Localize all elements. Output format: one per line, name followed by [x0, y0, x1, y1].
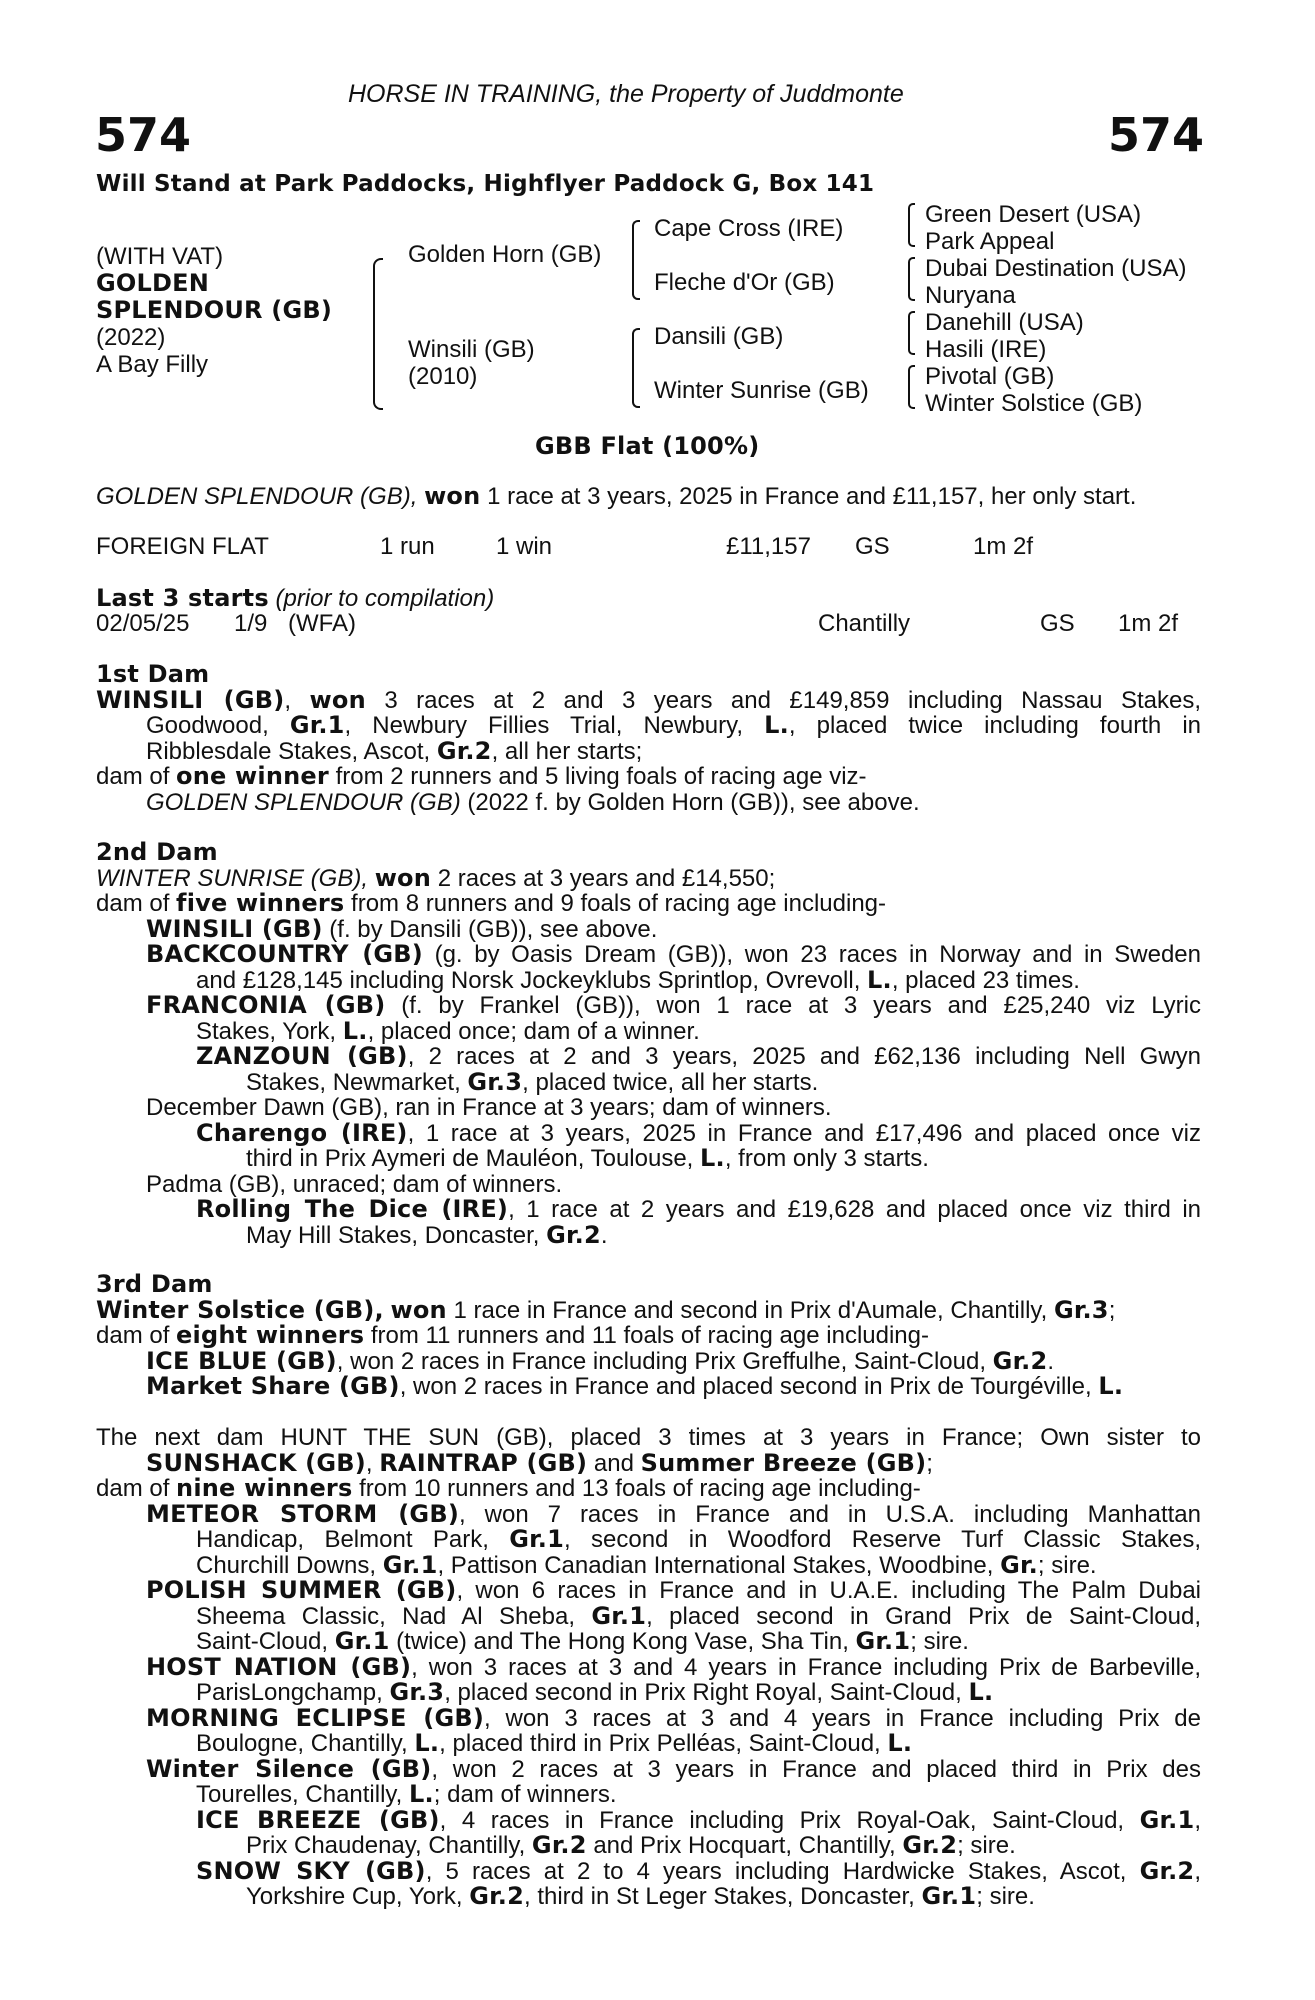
pedigree-dam: Winsili (GB) [408, 336, 535, 363]
pedigree-dds: Pivotal (GB) [925, 363, 1055, 390]
pedigree-dam-year: (2010) [408, 363, 478, 390]
lot-number-left: 574 [95, 108, 192, 162]
third-dam-section [96, 1272, 1201, 1400]
next-dam-line: HOST NATION (GB), won 3 races at 3 and 4 years in France including Prix de Barbeville, [146, 1652, 1202, 1681]
brace-g3 [908, 311, 915, 355]
horse-year: (2022) [96, 324, 166, 351]
horse-description: A Bay Filly [96, 351, 209, 378]
pedigree-dam-sire: Dansili (GB) [654, 323, 784, 350]
record-distance: 1m 2f [973, 533, 1034, 560]
pedigree-sds: Dubai Destination (USA) [925, 255, 1187, 282]
second-dam-line: Stakes, Newmarket, Gr.3, placed twice, all her starts. [246, 1067, 819, 1096]
next-dam-line: Churchill Downs, Gr.1, Pattison Canadian International Stakes, Woodbine, Gr.; sire. [196, 1550, 1097, 1579]
third-dam-line: Market Share (GB), won 2 races in France and placed second in Prix de Tourgéville, L. [146, 1372, 1124, 1400]
next-dam-line: Sheema Classic, Nad Al Sheba, Gr.1, placed second in Grand Prix de Saint-Cloud, [196, 1601, 1202, 1630]
brace-dam-parents [632, 328, 640, 408]
pedigree-dsd: Hasili (IRE) [925, 336, 1047, 363]
horse-info [96, 243, 332, 378]
second-dam-line: dam of five winners from 8 runners and 9 foals of racing age including- [96, 889, 887, 917]
last3-heading-row [96, 586, 494, 612]
second-dam-line: Padma (GB), unraced; dam of winners. [146, 1170, 563, 1198]
next-dam-line: POLISH SUMMER (GB), won 6 races in France and in U.A.E. including The Palm Dubai [146, 1576, 1201, 1604]
second-dam-heading: 2nd Dam [96, 838, 218, 866]
next-dam-line: ParisLongchamp, Gr.3, placed second in Prix Right Royal, Saint-Cloud, L. [196, 1678, 994, 1706]
third-dam-line: Winter Solstice (GB), won 1 race in France and second in Prix d'Aumale, Chantilly, Gr.3; [96, 1295, 1116, 1324]
second-dam-section [96, 840, 1201, 1248]
first-dam-line: WINSILI (GB), won 3 races at 2 and 3 years and £149,859 including Nassau Stakes, [96, 685, 1201, 714]
pedigree-dss: Danehill (USA) [925, 309, 1084, 336]
brace-g1 [908, 203, 915, 247]
second-dam-line: WINSILI (GB) (f. by Dansili (GB)), see above. [146, 914, 658, 943]
second-dam-line: December Dawn (GB), ran in France at 3 years; dam of winners. [146, 1094, 832, 1121]
next-dam-line: SNOW SKY (GB), 5 races at 2 to 4 years including Hardwicke Stakes, Ascot, Gr.2, [196, 1856, 1201, 1885]
brace-sire-dam [373, 258, 383, 410]
last3-position: 1/9 [234, 610, 268, 637]
second-dam-line: WINTER SUNRISE (GB), won 2 races at 3 years and £14,550; [96, 863, 776, 892]
next-dam-line: Tourelles, Chantilly, L.; dam of winners. [196, 1780, 617, 1808]
first-dam-line: dam of one winner from 2 runners and 5 living foals of racing age viz- [96, 762, 867, 790]
next-dam-line: ICE BREEZE (GB), 4 races in France including Prix Royal-Oak, Saint-Cloud, Gr.1, [196, 1805, 1202, 1834]
pedigree-ssd: Park Appeal [925, 228, 1055, 255]
summary-won: won [424, 482, 481, 510]
record-earnings: £11,157 [726, 533, 811, 560]
pedigree-sire-dam: Fleche d'Or (GB) [654, 269, 835, 296]
third-dam-heading: 3rd Dam [96, 1270, 213, 1298]
second-dam-line: and £128,145 including Norsk Jockeyklubs Sprintlop, Ovrevoll, L., placed 23 times. [196, 965, 1080, 994]
next-dam-line: The next dam HUNT THE SUN (GB), placed 3 times at 3 years in France; Own sister to [96, 1424, 1201, 1451]
brace-g2 [908, 257, 915, 301]
next-dam-line: MORNING ECLIPSE (GB), won 3 races at 3 and 4 years in France including Prix de [146, 1703, 1201, 1732]
record-label: FOREIGN FLAT [96, 533, 269, 560]
second-dam-line: May Hill Stakes, Doncaster, Gr.2. [246, 1220, 608, 1249]
pedigree-sdd: Nuryana [925, 282, 1016, 309]
first-dam-line: Goodwood, Gr.1, Newbury Fillies Trial, Newbury, L., placed twice including fourth in [146, 711, 1202, 739]
last3-going: GS [1040, 610, 1075, 637]
pedigree-sss: Green Desert (USA) [925, 201, 1142, 228]
stable-location: Will Stand at Park Paddocks, Highflyer Paddock G, Box 141 [96, 171, 875, 197]
first-dam-line: Ribblesdale Stakes, Ascot, Gr.2, all her starts; [146, 736, 643, 765]
first-dam-line: GOLDEN SPLENDOUR (GB) (2022 f. by Golden Horn (GB)), see above. [146, 788, 920, 816]
brace-g4 [908, 365, 915, 409]
first-dam-heading: 1st Dam [96, 660, 210, 688]
gbb-flat: GBB Flat (100%) [535, 432, 760, 460]
next-dam-line: Prix Chaudenay, Chantilly, Gr.2 and Prix Hocquart, Chantilly, Gr.2; sire. [246, 1831, 1016, 1859]
next-dam-line: SUNSHACK (GB), RAINTRAP (GB) and Summer Breeze (GB); [146, 1448, 933, 1477]
next-dam-line: Handicap, Belmont Park, Gr.1, second in Woodford Reserve Turf Classic Stakes, [196, 1525, 1201, 1553]
last3-course: Chantilly [818, 610, 911, 637]
page-title: HORSE IN TRAINING, the Property of Juddmonte [348, 80, 904, 108]
last3-note: (prior to compilation) [275, 585, 495, 612]
pedigree-dam-dam: Winter Sunrise (GB) [654, 377, 869, 404]
next-dam-line: Winter Silence (GB), won 2 races at 3 years in France and placed third in Prix des [146, 1754, 1201, 1783]
summary-name: GOLDEN SPLENDOUR (GB), [96, 483, 418, 510]
second-dam-line: Rolling The Dice (IRE), 1 race at 2 years and £19,628 and placed once viz third in [196, 1195, 1201, 1223]
next-dam-line: Yorkshire Cup, York, Gr.2, third in St Leger Stakes, Doncaster, Gr.1; sire. [246, 1882, 1035, 1910]
second-dam-line: Charengo (IRE), 1 race at 3 years, 2025 in France and £17,496 and placed once viz [196, 1118, 1201, 1147]
vat-note: (WITH VAT) [96, 243, 224, 270]
last3-distance: 1m 2f [1118, 610, 1179, 637]
second-dam-line: ZANZOUN (GB), 2 races at 2 and 3 years, 2025 and £62,136 including Nell Gwyn [196, 1042, 1201, 1070]
next-dam-line: dam of nine winners from 10 runners and 13 foals of racing age including- [96, 1474, 921, 1502]
record-runs: 1 run [380, 533, 435, 560]
summary-text: 1 race at 3 years, 2025 in France and £11,157, her only start. [480, 483, 1137, 510]
last3-heading: Last 3 starts [96, 584, 269, 612]
record-going: GS [855, 533, 890, 560]
next-dam-line: METEOR STORM (GB), won 7 races in France and in U.S.A. including Manhattan [146, 1499, 1202, 1528]
second-dam-line: FRANCONIA (GB) (f. by Frankel (GB)), won 1 race at 3 years and £25,240 viz Lyric [146, 991, 1201, 1019]
race-summary [96, 484, 1136, 510]
next-dam-line: Boulogne, Chantilly, L., placed third in Prix Pelléas, Saint-Cloud, L. [196, 1729, 913, 1757]
horse-name-line1: GOLDEN [96, 269, 209, 297]
next-dam-section [96, 1425, 1201, 1910]
pedigree-sire-sire: Cape Cross (IRE) [654, 215, 844, 242]
pedigree-sire: Golden Horn (GB) [408, 241, 602, 268]
third-dam-line: ICE BLUE (GB), won 2 races in France including Prix Greffulhe, Saint-Cloud, Gr.2. [146, 1346, 1055, 1375]
pedigree-ddd: Winter Solstice (GB) [925, 390, 1143, 417]
second-dam-line: BACKCOUNTRY (GB) (g. by Oasis Dream (GB)), won 23 races in Norway and in Sweden [146, 940, 1201, 968]
third-dam-line: dam of eight winners from 11 runners and 11 foals of racing age including- [96, 1321, 929, 1349]
brace-sire-parents [632, 220, 640, 300]
last3-wfa: (WFA) [288, 610, 356, 637]
last3-date: 02/05/25 [96, 610, 190, 637]
lot-number-right: 574 [1108, 108, 1205, 162]
first-dam-section [96, 662, 1201, 815]
second-dam-line: Stakes, York, L., placed once; dam of a winner. [196, 1016, 700, 1045]
record-wins: 1 win [496, 533, 553, 560]
second-dam-line: third in Prix Aymeri de Mauléon, Toulouse, L., from only 3 starts. [246, 1144, 929, 1172]
horse-name-line2: SPLENDOUR (GB) [96, 296, 333, 324]
next-dam-line: Saint-Cloud, Gr.1 (twice) and The Hong Kong Vase, Sha Tin, Gr.1; sire. [196, 1627, 969, 1655]
